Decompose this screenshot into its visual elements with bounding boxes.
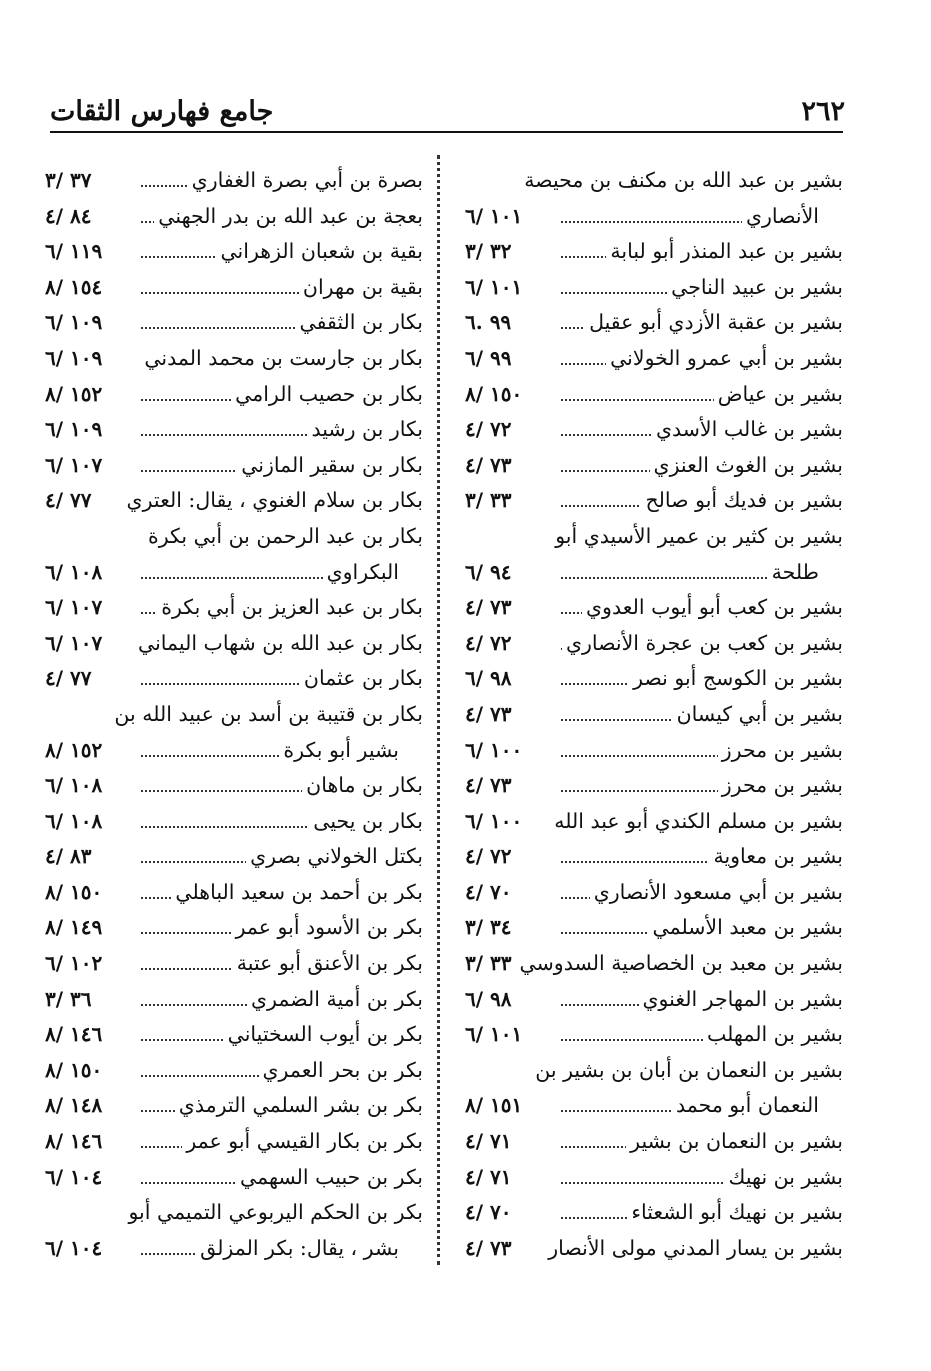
- index-entry: [45, 341, 423, 377]
- entry-name: بشير بن الغوث العنزي: [650, 448, 843, 484]
- entry-name: بكار بن سقير المازني: [237, 448, 423, 484]
- entry-name: بكار بن عبد الرحمن بن أبي بكرة: [144, 519, 423, 555]
- entry-name: بشير بن كعب أبو أيوب العدوي: [582, 590, 843, 626]
- volume-page-ref: ٧٢ /٤: [465, 844, 512, 869]
- index-entry: [465, 234, 843, 270]
- index-entry: [465, 626, 843, 662]
- entry-name: بشير بن محرز: [718, 733, 843, 769]
- index-entry: [465, 377, 843, 413]
- entry-name: بكتل الخولاني بصري: [246, 839, 423, 875]
- index-entry: [45, 270, 423, 306]
- volume-page-ref: ٣٤ /٣: [465, 915, 512, 940]
- column-divider: [437, 155, 440, 1265]
- volume-page-ref: ٧٣ /٤: [465, 773, 512, 798]
- index-entry: [465, 412, 843, 448]
- entry-name: بكر بن بشر السلمي الترمذي: [175, 1088, 423, 1124]
- entry-name: بشير بن الكوسج أبو نصر: [629, 661, 843, 697]
- volume-page-ref: ٧٣ /٤: [465, 452, 512, 477]
- volume-page-ref: ١٠٩ /٦: [45, 345, 103, 370]
- index-entry: [45, 1124, 423, 1160]
- index-entry: [45, 768, 423, 804]
- volume-page-ref: ٧٣ /٤: [465, 701, 512, 726]
- volume-page-ref: ٣٣ /٣: [465, 488, 512, 513]
- index-column-right: [465, 163, 843, 1266]
- entry-name: النعمان أبو محمد: [672, 1088, 819, 1124]
- volume-page-ref: ١٠١ /٦: [465, 1022, 523, 1047]
- volume-page-ref: ١٠٨ /٦: [45, 559, 103, 584]
- entry-name: بكر بن أمية الضمري: [247, 982, 423, 1018]
- volume-page-ref: ٧٧ /٤: [45, 666, 92, 691]
- index-entry: [465, 1053, 843, 1089]
- entry-name: بشير بن النعمان بن أبان بن بشير بن: [531, 1053, 843, 1089]
- index-entry: [45, 661, 423, 697]
- index-entry: [465, 733, 843, 769]
- index-entry: [465, 1231, 843, 1267]
- index-entry: [465, 1160, 843, 1196]
- index-entry: [45, 1231, 423, 1267]
- index-entry: [45, 305, 423, 341]
- entry-name: بكر بن أحمد بن سعيد الباهلي: [171, 875, 423, 911]
- entry-name: بكر بن الأعنق أبو عتبة: [233, 946, 423, 982]
- entry-name: بكار بن يحيى: [309, 804, 423, 840]
- entry-name: بكر بن الحكم اليربوعي التميمي أبو: [124, 1195, 423, 1231]
- volume-page-ref: ١٥٤ /٨: [45, 274, 103, 299]
- volume-page-ref: ١٥٠ /٨: [465, 381, 523, 406]
- index-entry: [45, 839, 423, 875]
- index-entry: [45, 483, 423, 519]
- entry-name: بشير بن يسار المدني مولى الأنصار: [544, 1231, 843, 1267]
- running-title: جامع فهارس الثقات: [50, 96, 274, 127]
- entry-name: بشير بن المهاجر الغنوي: [639, 982, 843, 1018]
- entry-name: بصرة بن أبي بصرة الغفاري: [188, 163, 423, 199]
- volume-page-ref: ٩٩ /٦: [465, 345, 512, 370]
- volume-page-ref: ٧٠ /٤: [465, 879, 512, 904]
- volume-page-ref: ٣٦ /٣: [45, 986, 92, 1011]
- volume-page-ref: ٧٢ /٤: [465, 630, 512, 655]
- entry-name: بشير بن نهيك أبو الشعثاء: [627, 1195, 843, 1231]
- entry-name: بقية بن مهران: [299, 270, 423, 306]
- volume-page-ref: ١٠٧ /٦: [45, 452, 103, 477]
- entry-name: بشر ، يقال: بكر المزلق: [196, 1231, 399, 1267]
- volume-page-ref: ٩٨ /٦: [465, 666, 512, 691]
- volume-page-ref: ٧٣ /٤: [465, 595, 512, 620]
- index-entry: [45, 982, 423, 1018]
- volume-page-ref: ٣٣ /٣: [465, 951, 512, 976]
- index-entry: [45, 590, 423, 626]
- entry-name: بشير بن أبي كيسان: [673, 697, 843, 733]
- index-entry: [465, 163, 843, 199]
- volume-page-ref: ٩٩ .٦: [465, 310, 512, 335]
- entry-name: طلحة: [768, 555, 819, 591]
- volume-page-ref: ١٠٨ /٦: [45, 808, 103, 833]
- entry-name: بشير بن محرز: [718, 768, 843, 804]
- index-entry: [465, 875, 843, 911]
- volume-page-ref: ٧٠ /٤: [465, 1200, 512, 1225]
- index-entry: [45, 519, 423, 555]
- index-entry: [465, 305, 843, 341]
- index-entry: [465, 555, 843, 591]
- volume-page-ref: ١٤٨ /٨: [45, 1093, 103, 1118]
- index-entry: [45, 875, 423, 911]
- entry-name: بشير بن فديك أبو صالح: [641, 483, 843, 519]
- entry-name: بكار بن عبد العزيز بن أبي بكرة: [157, 590, 423, 626]
- entry-name: بكر بن الأسود أبو عمر: [232, 910, 423, 946]
- entry-name: بشير بن عبد المنذر أبو لبابة: [606, 234, 843, 270]
- volume-page-ref: ٧٧ /٤: [45, 488, 92, 513]
- index-entry: [45, 733, 423, 769]
- volume-page-ref: ١٥٠ /٨: [45, 1057, 103, 1082]
- index-entry: [45, 448, 423, 484]
- volume-page-ref: ٩٨ /٦: [465, 986, 512, 1011]
- entry-name: بكر بن بكار القيسي أبو عمر: [182, 1124, 423, 1160]
- volume-page-ref: ١٠٠ /٦: [465, 808, 523, 833]
- index-entry: [465, 483, 843, 519]
- index-entry: [45, 377, 423, 413]
- index-entry: [465, 1124, 843, 1160]
- volume-page-ref: ٨٤ /٤: [45, 203, 92, 228]
- entry-name: بكار بن جارست بن محمد المدني: [140, 341, 423, 377]
- index-entry: [465, 448, 843, 484]
- volume-page-ref: ١٥٢ /٨: [45, 737, 103, 762]
- index-entry: [45, 804, 423, 840]
- entry-name: الأنصاري: [742, 199, 819, 235]
- entry-name: بكار بن قتيبة بن أسد بن عبيد الله بن: [110, 697, 423, 733]
- volume-page-ref: ٧١ /٤: [465, 1129, 512, 1154]
- entry-name: بشير بن معاوية: [709, 839, 843, 875]
- volume-page-ref: ١٠٧ /٦: [45, 630, 103, 655]
- index-entry: [465, 697, 843, 733]
- index-entry: [465, 946, 843, 982]
- index-entry: [45, 697, 423, 733]
- volume-page-ref: ١٥١ /٨: [465, 1093, 523, 1118]
- index-entry: [45, 1017, 423, 1053]
- index-entry: [465, 661, 843, 697]
- index-entry: [45, 163, 423, 199]
- volume-page-ref: ١٤٦ /٨: [45, 1129, 103, 1154]
- index-entry: [465, 768, 843, 804]
- entry-name: بشير بن أبي مسعود الأنصاري: [590, 875, 843, 911]
- volume-page-ref: ٧٢ /٤: [465, 417, 512, 442]
- entry-name: بشير بن النعمان بن بشير: [626, 1124, 843, 1160]
- volume-page-ref: ١٠٨ /٦: [45, 773, 103, 798]
- volume-page-ref: ٨٣ /٤: [45, 844, 92, 869]
- volume-page-ref: ١٥٢ /٨: [45, 381, 103, 406]
- index-column-left: [45, 163, 423, 1266]
- entry-name: بشير بن مسلم الكندي أبو عبد الله: [550, 804, 843, 840]
- volume-page-ref: ١٠٧ /٦: [45, 595, 103, 620]
- entry-name: بكار بن سلام الغنوي ، يقال: العتري: [123, 483, 423, 519]
- volume-page-ref: ٣٧ /٣: [45, 168, 92, 192]
- entry-name: بشير بن عبد الله بن مكنف بن محيصة: [520, 163, 843, 199]
- entry-name: بشير بن معبد بن الخصاصية السدوسي: [516, 946, 843, 982]
- index-entry: [45, 555, 423, 591]
- volume-page-ref: ١٠٩ /٦: [45, 417, 103, 442]
- volume-page-ref: ٣٢ /٣: [465, 239, 512, 264]
- entry-name: بشير بن عقبة الأزدي أبو عقيل: [585, 305, 843, 341]
- volume-page-ref: ٩٤ /٦: [465, 559, 512, 584]
- volume-page-ref: ١١٩ /٦: [45, 239, 103, 264]
- entry-name: البكراوي: [323, 555, 399, 591]
- index-entry: [45, 1088, 423, 1124]
- entry-name: بكر بن بحر العمري: [259, 1053, 424, 1089]
- entry-name: بشير بن معبد الأسلمي: [649, 910, 843, 946]
- entry-name: بشير بن غالب الأسدي: [652, 412, 843, 448]
- index-entry: [45, 412, 423, 448]
- volume-page-ref: ١٤٩ /٨: [45, 915, 103, 940]
- header-rule: [50, 131, 843, 133]
- entry-name: بشير بن المهلب: [703, 1017, 843, 1053]
- index-entry: [465, 1088, 843, 1124]
- entry-name: بكار بن رشيد: [307, 412, 423, 448]
- volume-page-ref: ١٠١ /٦: [465, 203, 523, 228]
- index-entry: [465, 270, 843, 306]
- page-number: ٢٦٢: [801, 96, 845, 127]
- index-entry: [465, 910, 843, 946]
- entry-name: بكار بن الثقفي: [296, 305, 423, 341]
- volume-page-ref: ٧٣ /٤: [465, 1235, 512, 1260]
- entry-name: بكار بن ماهان: [302, 768, 423, 804]
- volume-page-ref: ١٠٤ /٦: [45, 1164, 103, 1189]
- entry-name: بشير بن أبي عمرو الخولاني: [606, 341, 843, 377]
- index-entry: [465, 519, 843, 555]
- index-entry: [465, 341, 843, 377]
- entry-name: بشير بن عبيد الناجي: [667, 270, 843, 306]
- entry-name: بكار بن حصيب الرامي: [231, 377, 423, 413]
- index-entry: [45, 1160, 423, 1196]
- index-entry: [465, 839, 843, 875]
- entry-name: بكار بن عثمان: [300, 661, 423, 697]
- entry-name: بشير بن كثير بن عمير الأسيدي أبو: [551, 519, 843, 555]
- entry-name: بشير بن عياض: [714, 377, 843, 413]
- index-entry: [45, 946, 423, 982]
- index-entry: [465, 590, 843, 626]
- entry-name: بقية بن شعبان الزهراني: [216, 234, 423, 270]
- index-entry: [465, 199, 843, 235]
- entry-name: بكر بن أيوب السختياني: [224, 1017, 423, 1053]
- volume-page-ref: ١٤٦ /٨: [45, 1022, 103, 1047]
- index-entry: [465, 1017, 843, 1053]
- entry-name: بشير بن نهيك: [725, 1160, 843, 1196]
- index-entry: [45, 199, 423, 235]
- entry-name: بشير بن كعب بن عجرة الأنصاري: [562, 626, 843, 662]
- index-entry: [45, 234, 423, 270]
- index-entry: [45, 910, 423, 946]
- index-entry: [465, 804, 843, 840]
- entry-name: بكر بن حبيب السهمي: [236, 1160, 423, 1196]
- index-entry: [465, 1195, 843, 1231]
- index-entry: [465, 982, 843, 1018]
- entry-name: بكار بن عبد الله بن شهاب اليماني: [134, 626, 423, 662]
- volume-page-ref: ٧١ /٤: [465, 1164, 512, 1189]
- volume-page-ref: ١٠٩ /٦: [45, 310, 103, 335]
- index-entry: [45, 1195, 423, 1231]
- index-entry: [45, 626, 423, 662]
- volume-page-ref: ١٥٠ /٨: [45, 879, 103, 904]
- volume-page-ref: ١٠١ /٦: [465, 274, 523, 299]
- entry-name: بعجة بن عبد الله بن بدر الجهني: [154, 199, 423, 235]
- volume-page-ref: ١٠٠ /٦: [465, 737, 523, 762]
- entry-name: بشير أبو بكرة: [279, 733, 399, 769]
- volume-page-ref: ١٠٤ /٦: [45, 1235, 103, 1260]
- volume-page-ref: ١٠٢ /٦: [45, 951, 103, 976]
- index-entry: [45, 1053, 423, 1089]
